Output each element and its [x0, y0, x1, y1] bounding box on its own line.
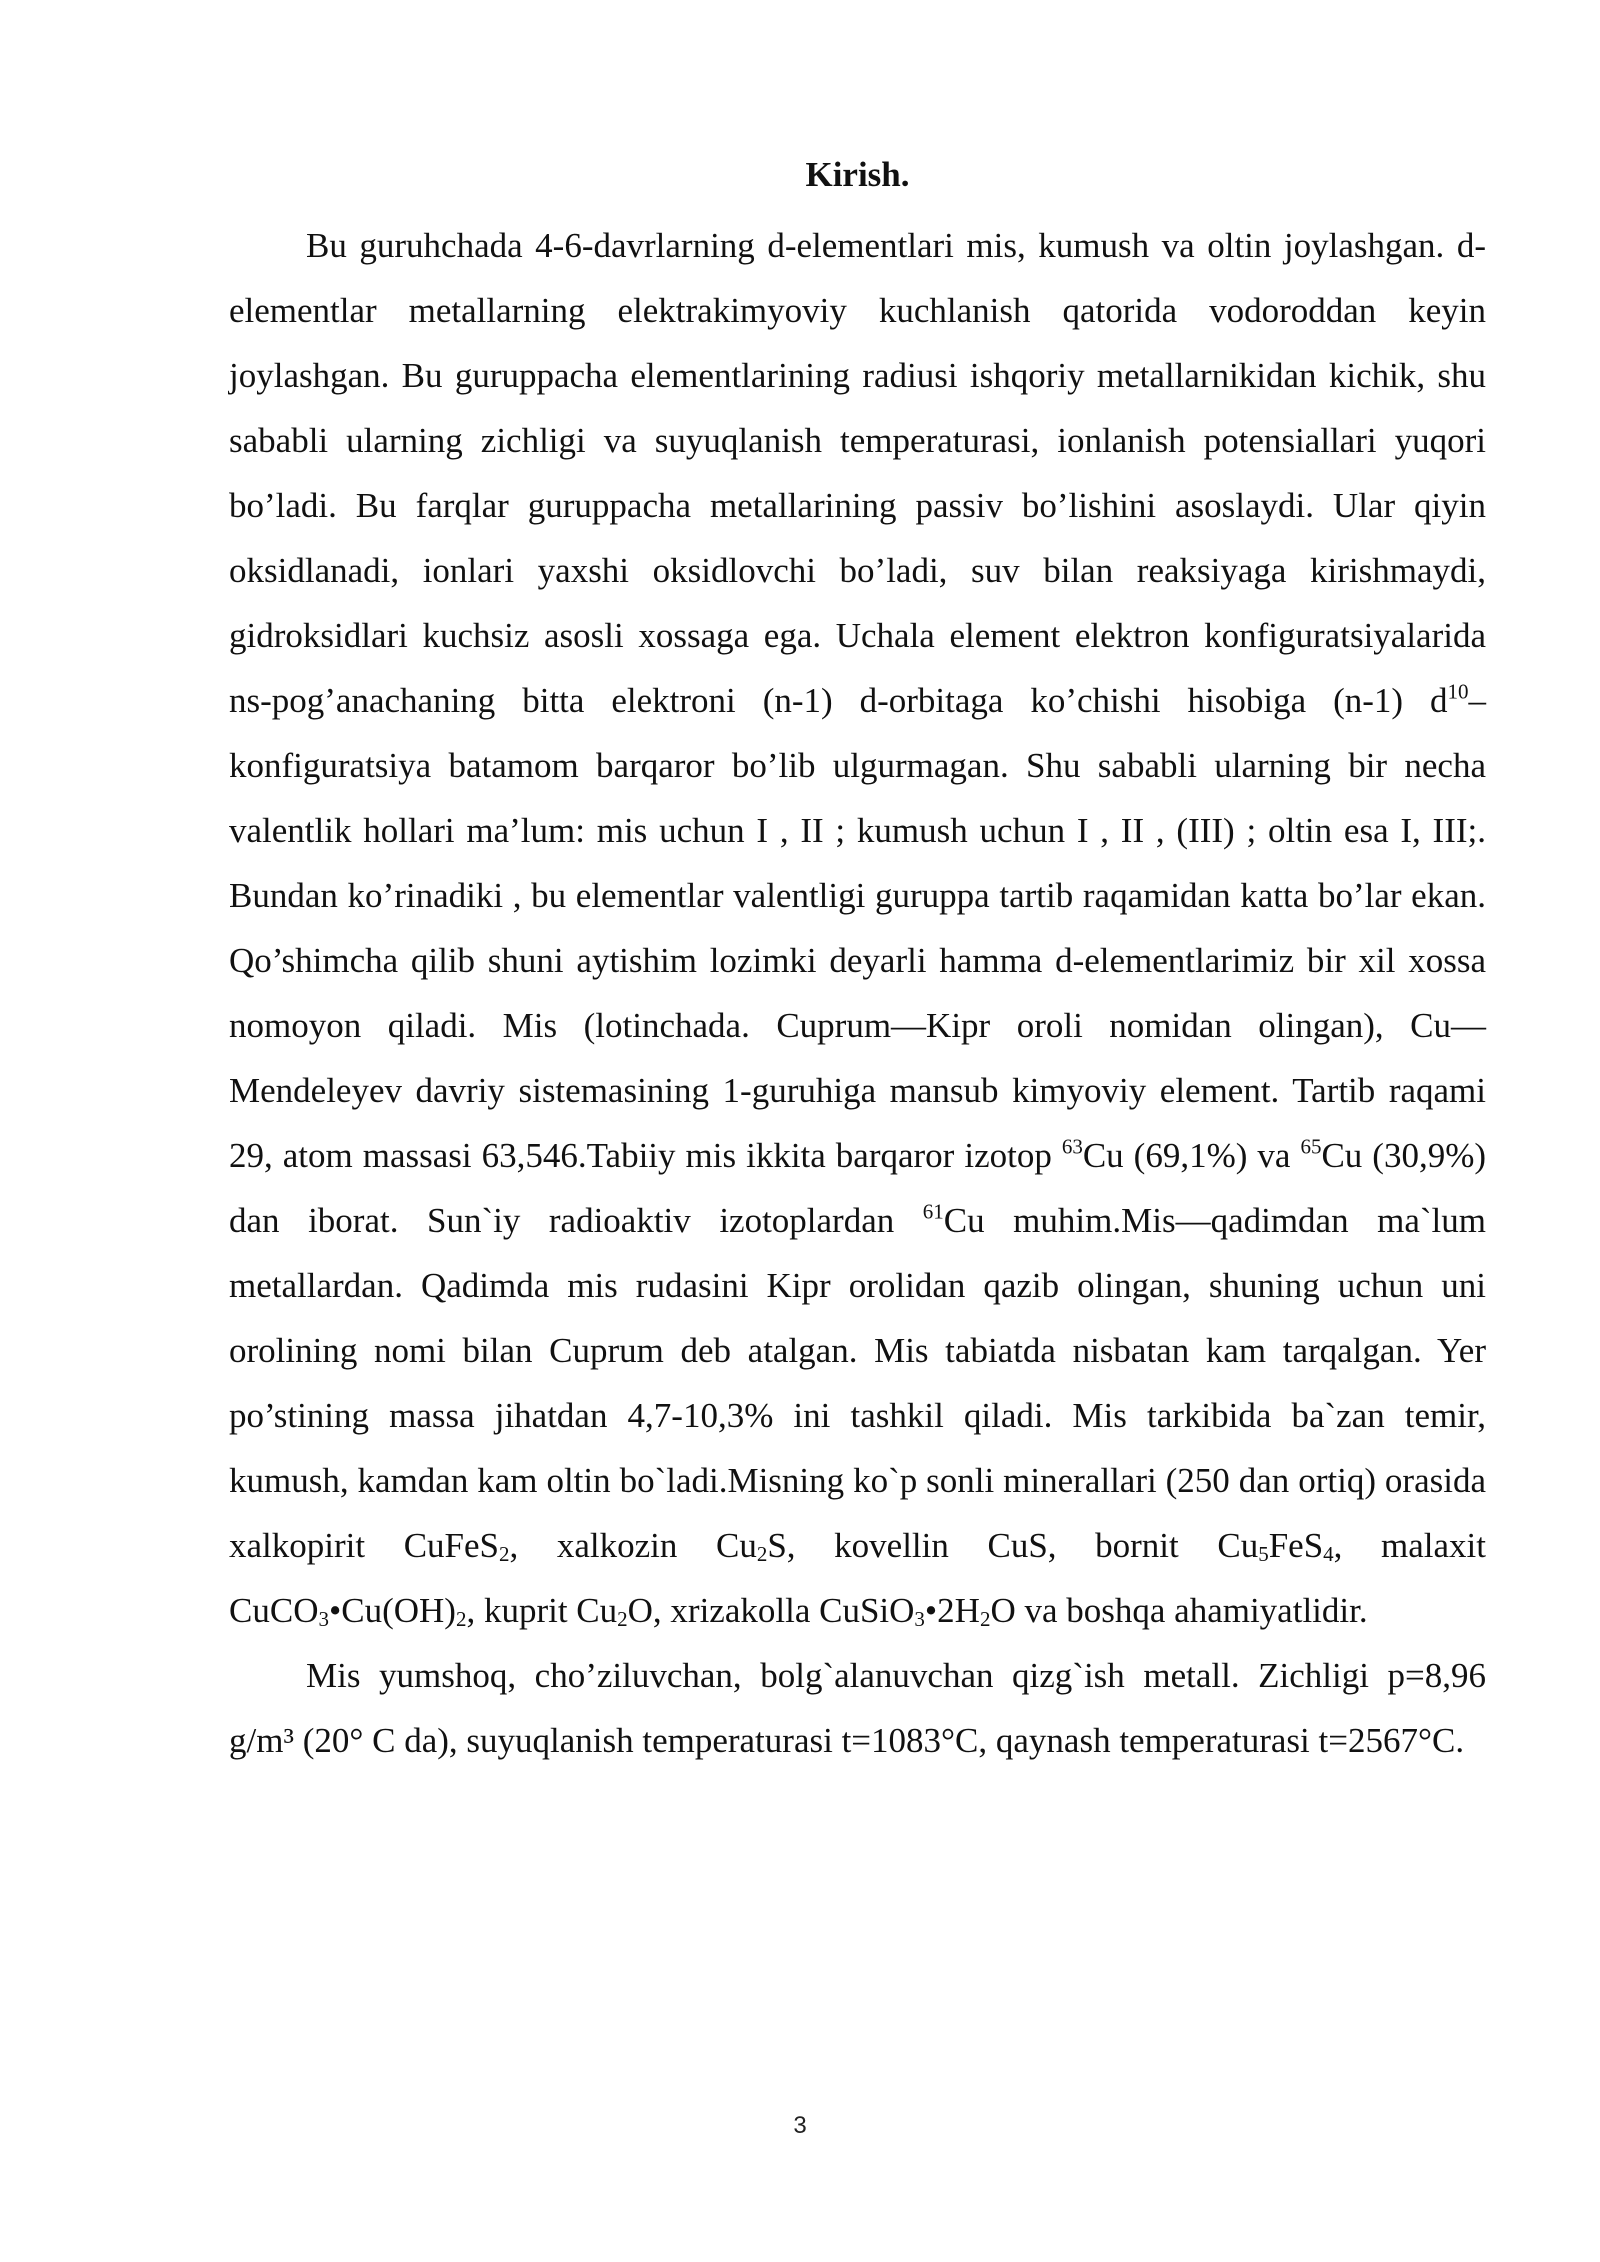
subscript: 3 [318, 1607, 329, 1632]
page-number: 3 [793, 2112, 807, 2139]
text-run: O va boshqa ahamiyatlidir. [990, 1591, 1368, 1630]
subscript: 2 [455, 1607, 467, 1632]
superscript: 65 [1300, 1134, 1322, 1159]
paragraph-1 [229, 213, 1486, 1643]
text-run: •2H [924, 1591, 980, 1630]
text-run: Cu (30,9%) dan iborat. Sun`iy radioaktiv izotoplardan [229, 1136, 1486, 1240]
text-run: , kuprit Cu [466, 1591, 618, 1630]
subscript: 2 [756, 1542, 768, 1567]
subscript: 2 [979, 1607, 991, 1632]
superscript: 61 [922, 1199, 944, 1224]
subscript: 5 [1258, 1542, 1269, 1567]
text-run: O, xrizakolla CuSiO [627, 1591, 915, 1630]
paragraph-2 [229, 1643, 1486, 1773]
subscript: 4 [1323, 1542, 1334, 1567]
page-title: Kirish. [805, 155, 910, 194]
text-run: S, kovellin CuS, bornit Cu [767, 1526, 1259, 1565]
text-run: , malaxit CuCO [229, 1526, 1486, 1630]
text-run: Bu guruhchada 4-6-davrlarning d-elementlari mis, kumush va oltin joylashgan. d-elementlar metallarning elektrakimyoviy kuchlanish qatorida vodoroddan keyin joylashgan. Bu guruppacha elementlarining radiusi ishqoriy metallarnikidan kichik, shu sababli ularning zichligi va suyuqlanish temperaturasi, ionlanish potensiallari yuqori bo’ladi. Bu farqlar guruppacha metallarining passiv bo’lishini asoslaydi. Ular qiyin oksidlanadi, ionlari yaxshi oksidlovchi bo’ladi, suv bilan reaksiyaga kirishmaydi, gidroksidlari kuchsiz asosli xossaga ega. Uchala element elektron konfiguratsiyalarida ns-pog’anachaning bitta elektroni (n-1) d-orbitaga ko’chishi hisobiga (n-1) d [229, 226, 1486, 720]
text-run: FeS [1268, 1526, 1324, 1565]
text-run: Cu (69,1%) va [1082, 1136, 1301, 1175]
document-body [229, 213, 1486, 1773]
subscript: 3 [914, 1607, 925, 1632]
superscript: 63 [1061, 1134, 1083, 1159]
subscript: 2 [499, 1542, 510, 1567]
text-run: Mis yumshoq, cho’ziluvchan, bolg`alanuvchan qizg`ish metall. Zichligi p=8,96 g/m³ (20° C da), suyuqlanish temperaturasi t=1083°C, qaynash temperaturasi t=2567°C. [229, 1656, 1486, 1760]
text-run: •Cu(OH) [328, 1591, 456, 1630]
subscript: 2 [617, 1607, 628, 1632]
text-run: –konfiguratsiya batamom barqaror bo’lib ulgurmagan. Shu sababli ularning bir necha valentlik hollari ma’lum: mis uchun I , II ; kumush uchun I , II , (III) ; oltin esa I, III;. Bundan ko’rinadiki , bu elementlar valentligi guruppa tartib raqamidan katta bo’lar ekan. Qo’shimcha qilib shuni aytishim lozimki deyarli hamma d-elementlarimiz bir xil xossa nomoyon qiladi. Mis (lotinchada. Cuprum—Kipr oroli nomidan olingan), Cu—Mendeleyev davriy sistemasining 1-guruhiga mansub kimyoviy element. Tartib raqami 29, atom massasi 63,546.Tabiiy mis ikkita barqaror izotop [229, 681, 1486, 1175]
superscript: 10 [1447, 679, 1469, 704]
text-run: Cu muhim.Mis—qadimdan ma`lum metallardan. Qadimda mis rudasini Kipr orolidan qazib olingan, shuning uchun uni orolining nomi bilan Cuprum deb atalgan. Mis tabiatda nisbatan kam tarqalgan. Yer po’stining massa jihatdan 4,7-10,3% ini tashkil qiladi. Mis tarkibida ba`zan temir, kumush, kamdan kam oltin bo`ladi.Misning ko`p sonli minerallari (250 dan ortiq) orasida xalkopirit CuFeS [229, 1201, 1486, 1565]
text-run: , xalkozin Cu [509, 1526, 757, 1565]
